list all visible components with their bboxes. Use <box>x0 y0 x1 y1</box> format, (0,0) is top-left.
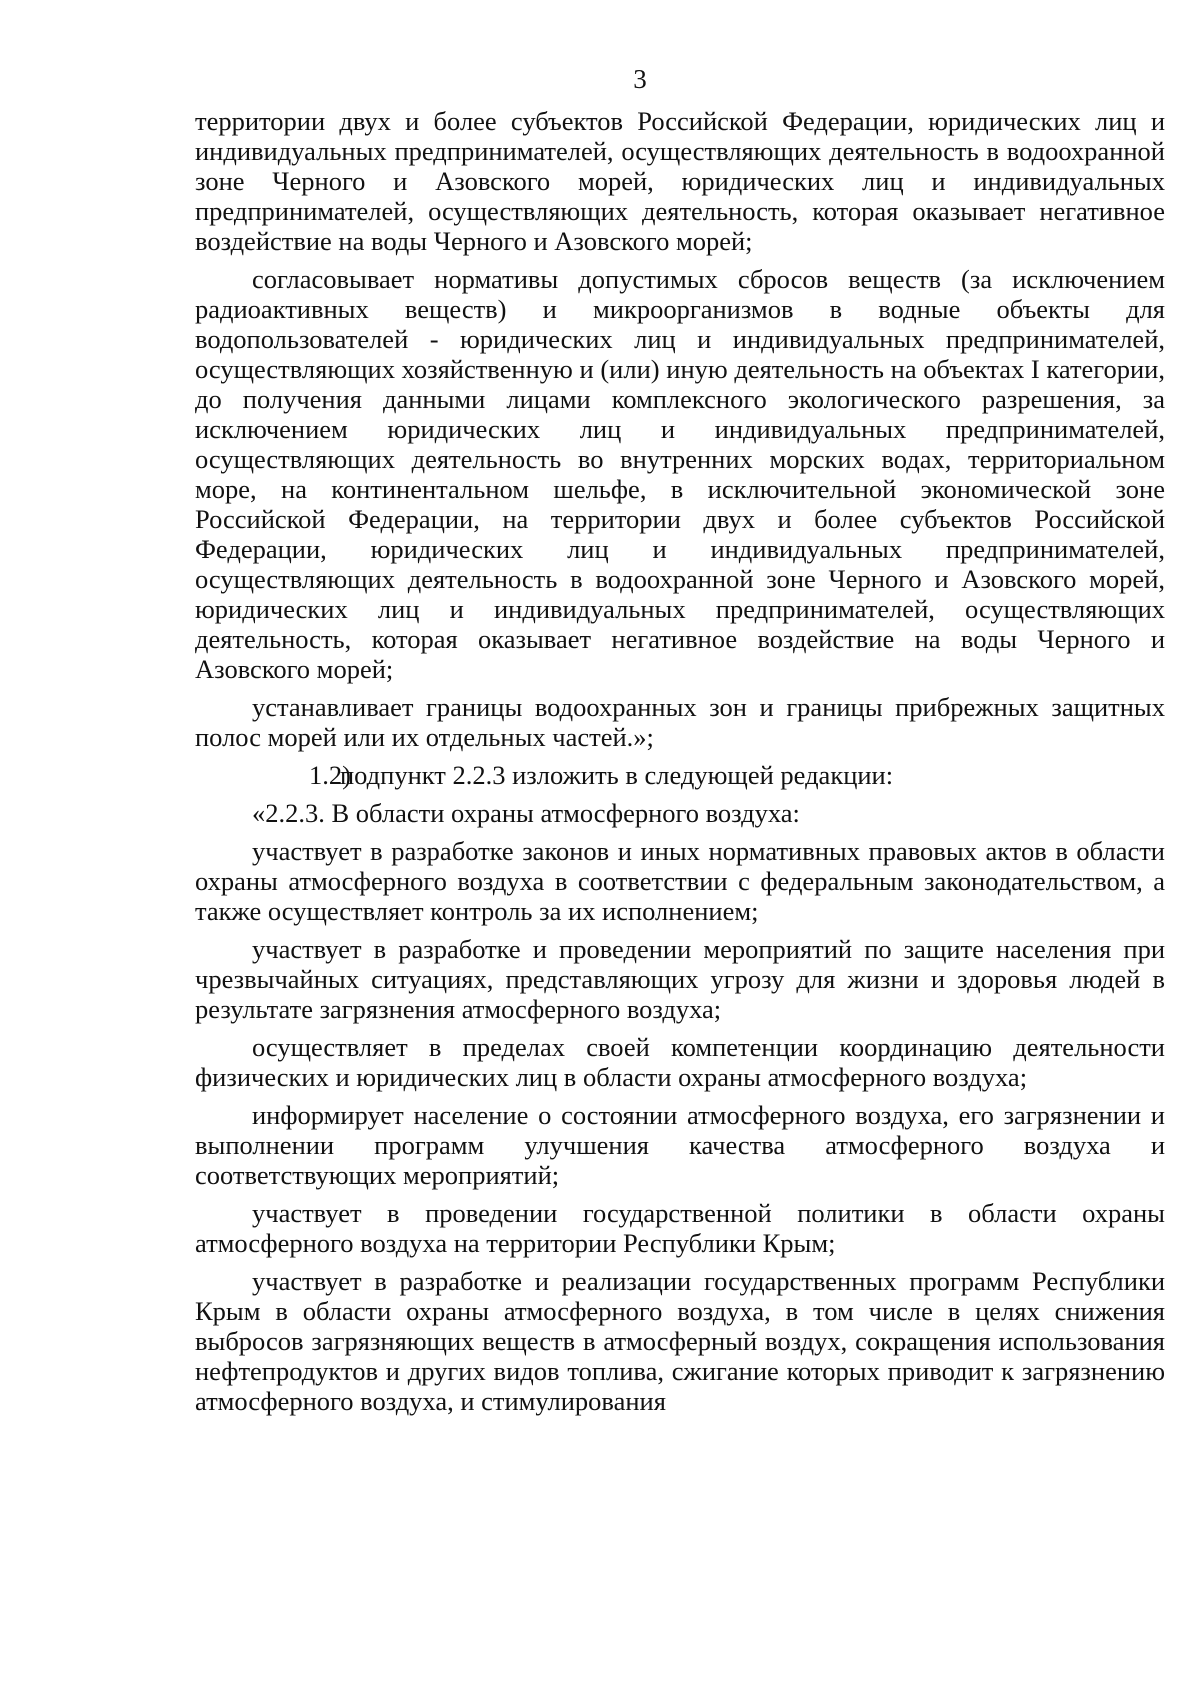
paragraph-coordination: осуществляет в пределах своей компетенции координацию деятельности физических и юридических лиц в области охраны атмосферного воздуха; <box>195 1032 1165 1092</box>
paragraph-section-heading: «2.2.3. В области охраны атмосферного воздуха: <box>252 798 800 828</box>
list-item-1-2 <box>195 760 1165 790</box>
page-number: 3 <box>633 64 647 94</box>
paragraph-state-policy: участвует в проведении государственной политики в области охраны атмосферного воздуха на территории Республики Крым; <box>195 1198 1165 1258</box>
paragraph-emergency-protection: участвует в разработке и проведении мероприятий по защите населения при чрезвычайных ситуациях, представляющих угрозу для жизни и здоровья людей в результате загрязнения атмосферного воздуха; <box>195 934 1165 1024</box>
list-item-number: 1.2) <box>309 760 351 790</box>
document-body <box>195 106 1165 1424</box>
paragraph-state-programs: участвует в разработке и реализации государственных программ Республики Крым в области охраны атмосферного воздуха, в том числе в целях снижения выбросов загрязняющих веществ в атмосферный воздух, сокращения использования нефтепродуктов и других видов топлива, сжигание которых приводит к загрязнению атмосферного воздуха, и стимулирования <box>195 1266 1165 1416</box>
paragraph-discharge-norms: согласовывает нормативы допустимых сбросов веществ (за исключением радиоактивных веществ) и микроорганизмов в водные объекты для водопользователей - юридических лиц и индивидуальных предпринимателей, осуществляющих хозяйственную и (или) иную деятельность на объектах I категории, до получения данными лицами комплексного экологического разрешения, за исключением юридических лиц и индивидуальных предпринимателей, осуществляющих деятельность во внутренних морских водах, территориальном море, на континентальном шельфе, в исключительной экономической зоне Российской Федерации, на территории двух и более субъектов Российской Федерации, юридических лиц и индивидуальных предпринимателей, осуществляющих деятельность в водоохранной зоне Черного и Азовского морей, юридических лиц и индивидуальных предпринимателей, осуществляющих деятельность, которая оказывает негативное воздействие на воды Черного и Азовского морей; <box>195 264 1165 684</box>
paragraph-water-protection-zones: устанавливает границы водоохранных зон и границы прибрежных защитных полос морей или их отдельных частей.»; <box>195 692 1165 752</box>
paragraph-informing: информирует население о состоянии атмосферного воздуха, его загрязнении и выполнении программ улучшения качества атмосферного воздуха и соответствующих мероприятий; <box>195 1100 1165 1190</box>
paragraph-legislation: участвует в разработке законов и иных нормативных правовых актов в области охраны атмосферного воздуха в соответствии с федеральным законодательством, а также осуществляет контроль за их исполнением; <box>195 836 1165 926</box>
paragraph-continuation: территории двух и более субъектов Российской Федерации, юридических лиц и индивидуальных предпринимателей, осуществляющих деятельность в водоохранной зоне Черного и Азовского морей, юридических лиц и индивидуальных предпринимателей, осуществляющих деятельность, которая оказывает негативное воздействие на воды Черного и Азовского морей; <box>195 106 1165 256</box>
list-item-text: подпункт 2.2.3 изложить в следующей редакции: <box>340 760 894 790</box>
